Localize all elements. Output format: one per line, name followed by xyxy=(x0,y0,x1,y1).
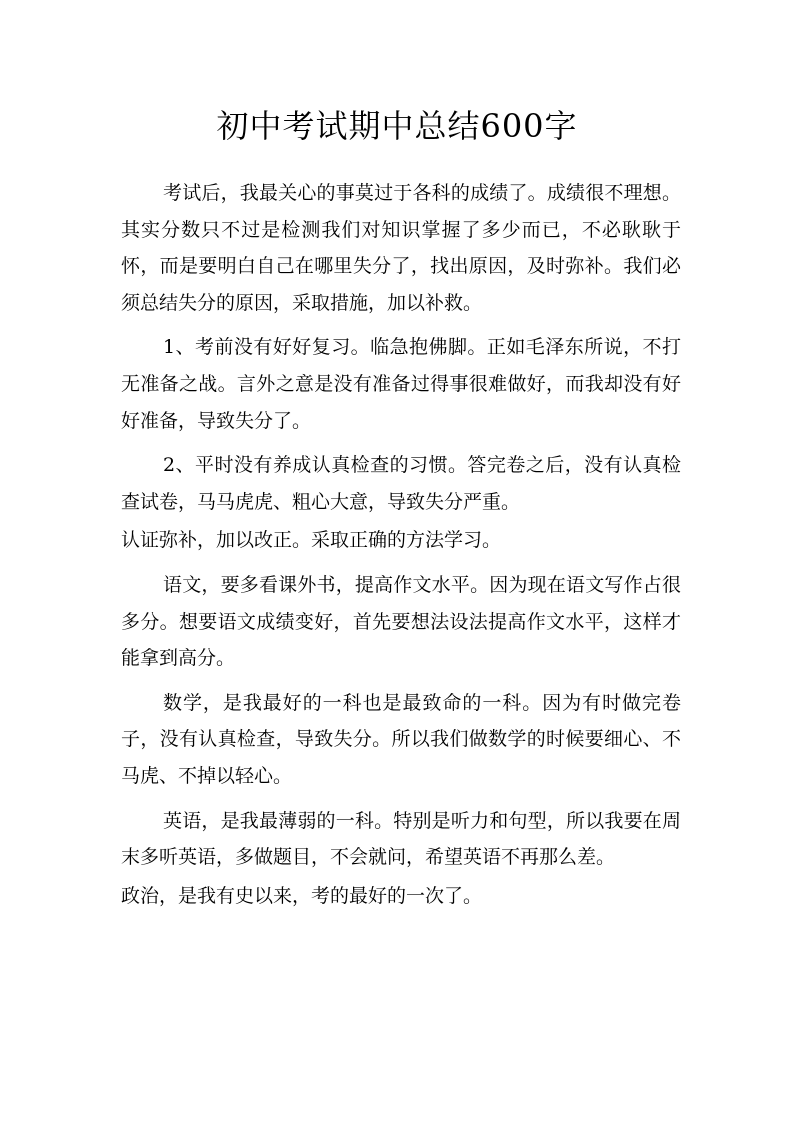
paragraph-math: 数学，是我最好的一科也是最致命的一科。因为有时做完卷子，没有认真检查，导致失分。所以我们做数学的时候要细心、不马虎、不掉以轻心。 xyxy=(121,691,681,787)
paragraph-english: 英语，是我最薄弱的一科。特别是听力和句型，所以我要在周末多听英语，多做题目，不会就问，希望英语不再那么差。 xyxy=(121,809,681,869)
paragraph-remedy: 认证弥补，加以改正。采取正确的方法学习。 xyxy=(121,529,502,552)
paragraph-politics: 政治，是我有史以来，考的最好的一次了。 xyxy=(121,884,483,907)
paragraph-point-1: 1、考前没有好好复习。临急抱佛脚。正如毛泽东所说，不打无准备之战。言外之意是没有准备过得事很难做好，而我却没有好好准备，导致失分了。 xyxy=(121,336,681,432)
document-title: 初中考试期中总结600字 xyxy=(216,107,578,145)
paragraph-intro: 考试后，我最关心的事莫过于各科的成绩了。成绩很不理想。其实分数只不过是检测我们对知识掌握了多少而已，不必耿耿于怀，而是要明白自己在哪里失分了，找出原因，及时弥补。我们必须总结失分的原因，采取措施，加以补救。 xyxy=(121,182,681,314)
paragraph-point-2: 2、平时没有养成认真检查的习惯。答完卷之后，没有认真检查试卷，马马虎虎、粗心大意，导致失分严重。 xyxy=(121,454,681,513)
paragraph-chinese: 语文，要多看课外书，提高作文水平。因为现在语文写作占很多分。想要语文成绩变好，首先要想法设法提高作文水平，这样才能拿到高分。 xyxy=(121,573,681,670)
document-body xyxy=(121,175,681,922)
